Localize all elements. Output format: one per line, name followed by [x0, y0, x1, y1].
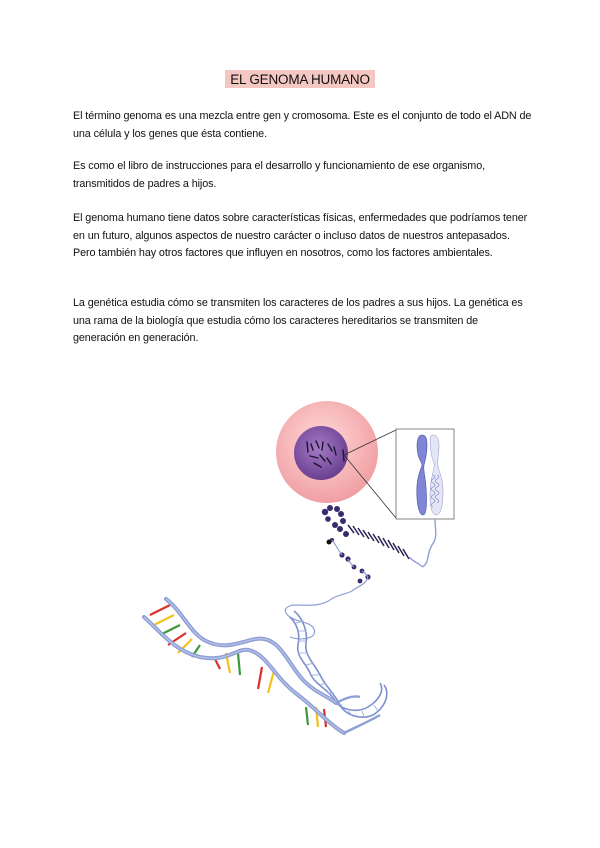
cell-chromosome-dna-illustration: [130, 395, 470, 755]
paragraph-4: La genética estudia cómo se transmiten los caracteres de los padres a sus hijos. La genética es una rama de la biología que estudia cómo los caracteres hereditarios se transmiten de generación en generación.: [73, 297, 523, 344]
dna-helix-icon: [144, 599, 380, 733]
title-container: [0, 70, 600, 89]
chromatin-strand-1: [422, 519, 436, 567]
paragraph-1: El término genoma es una mezcla entre gen y cromosoma. Este es el conjunto de todo el ADN de una célula y los genes que ésta contiene.: [73, 110, 532, 140]
chromosome-icon: [396, 429, 454, 519]
paragraph-3: El genoma humano tiene datos sobre características físicas, enfermedades que podríamos tener en un futuro, algunos aspectos de nuestro carácter o incluso datos de nuestros antepasados. Pero también hay otros factores que influyen en nosotros, como los factores ambientales.: [73, 212, 528, 259]
paragraph-2: Es como el libro de instrucciones para el desarrollo y funcionamiento de ese organismo, transmitidos de padres a hijos.: [73, 160, 485, 190]
cell-icon: [276, 401, 378, 503]
page-title: EL GENOMA HUMANO: [225, 70, 375, 88]
